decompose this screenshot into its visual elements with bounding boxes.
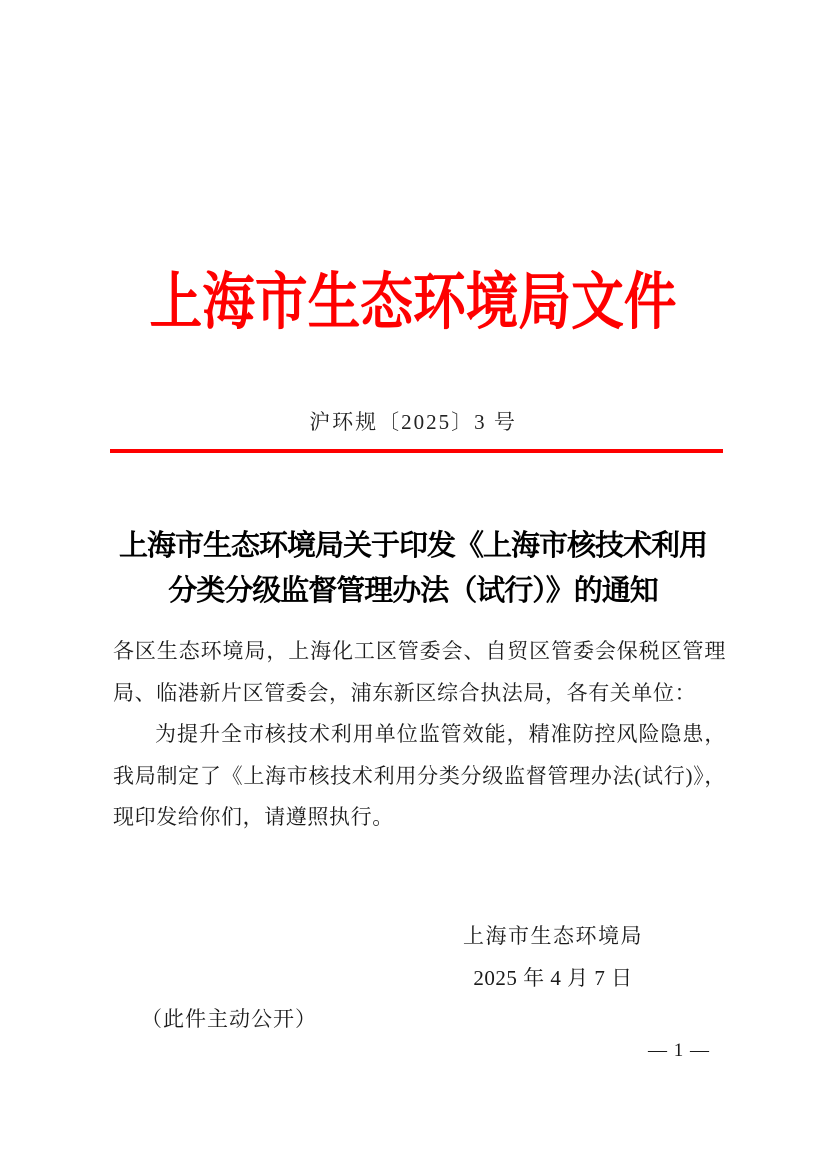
agency-title-text: 上海市生态环境局文件 bbox=[149, 269, 677, 337]
document-body bbox=[113, 631, 726, 839]
page-number: — 1 — bbox=[648, 1040, 710, 1061]
document-reference-number: 沪环规〔2025〕3 号 bbox=[309, 410, 517, 434]
signing-date: 2025 年 4 月 7 日 bbox=[473, 966, 633, 990]
notice-title-line-1: 上海市生态环境局关于印发《上海市核技术利用 bbox=[118, 530, 707, 562]
signature-block bbox=[463, 915, 643, 999]
red-divider-line bbox=[110, 449, 723, 453]
signing-agency: 上海市生态环境局 bbox=[463, 924, 643, 948]
main-paragraph: 为提升全市核技术利用单位监管效能，精准防控风险隐患，我局制定了《上海市核技术利用分类分级监督管理办法(试行)》，现印发给你们，请遵照执行。 bbox=[113, 722, 726, 829]
recipients-paragraph: 各区生态环境局，上海化工区管委会、自贸区管委会保税区管理局、临港新片区管委会，浦东新区综合执法局，各有关单位： bbox=[113, 639, 726, 705]
notice-title-line-2: 分类分级监督管理办法（试行）》的通知 bbox=[168, 575, 658, 607]
notice-title bbox=[63, 524, 763, 614]
document-header-title bbox=[0, 266, 826, 340]
disclosure-note: （此件主动公开） bbox=[141, 1007, 317, 1031]
